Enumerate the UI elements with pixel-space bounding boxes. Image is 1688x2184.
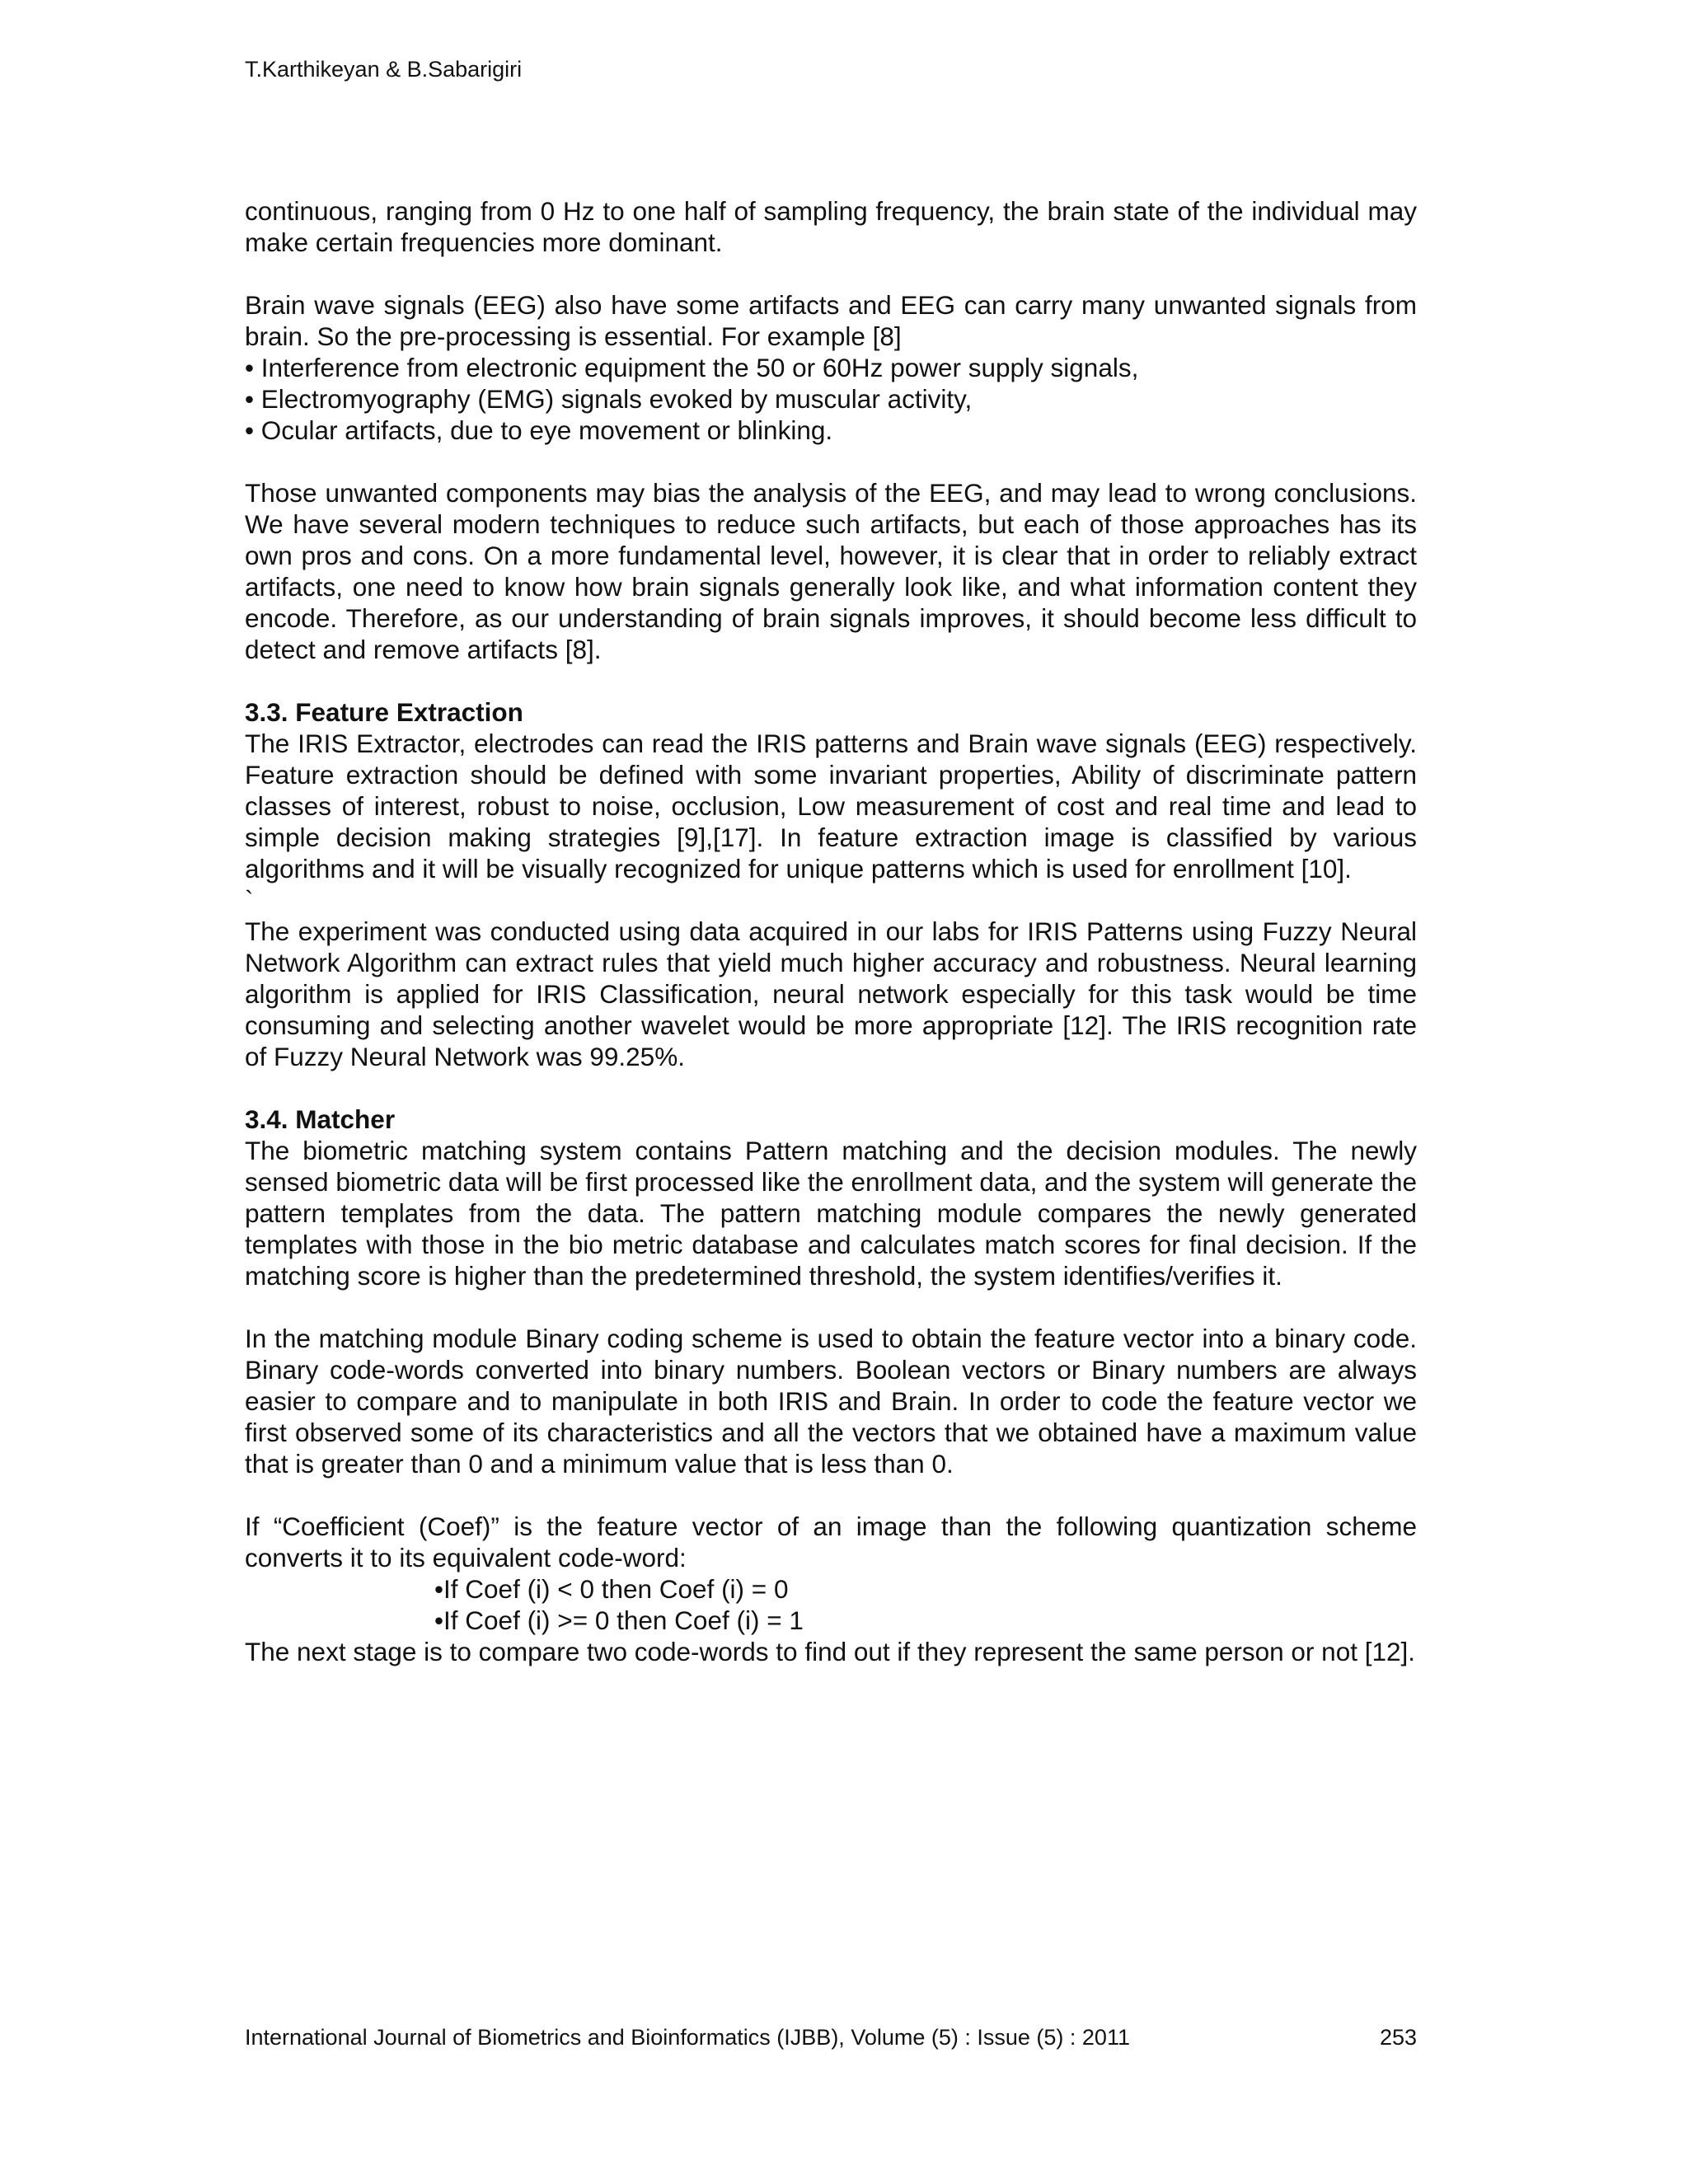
paragraph-continuation: continuous, ranging from 0 Hz to one half of sampling frequency, the brain state of the individual may make certain frequencies more dominant. (245, 196, 1417, 257)
paragraph-experiment: The experiment was conducted using data acquired in our labs for IRIS Patterns using Fuzzy Neural Network Algorithm can extract rules that yield much higher accuracy and robustness. Neural learning algorithm is applied for IRIS Classification, neural network especially for this task would be time consuming and selecting another wavelet would be more appropriate [12]. The IRIS recognition rate of Fuzzy Neural Network was 99.25%. (245, 916, 1417, 1071)
paragraph-eeg-artifacts: Brain wave signals (EEG) also have some artifacts and EEG can carry many unwanted signals from brain. So the pre-processing is essential. For example [8] (245, 290, 1417, 351)
bullet-ocular: • Ocular artifacts, due to eye movement or blinking. (245, 415, 833, 445)
paragraph-next-stage: The next stage is to compare two code-words to find out if they represent the same person or not [12]. (245, 1637, 1416, 1666)
section-heading-matcher: 3.4. Matcher (245, 1104, 396, 1134)
bullet-interference: • Interference from electronic equipment the 50 or 60Hz power supply signals, (245, 353, 1139, 382)
paragraph-quantization: If “Coefficient (Coef)” is the feature vector of an image than the following quantization scheme converts it to its equivalent code-word: (245, 1511, 1417, 1572)
paragraph-binary-coding: In the matching module Binary coding scheme is used to obtain the feature vector into a binary code. Binary code-words converted into binary numbers. Boolean vectors or Binary numbers are always easier to compare and to manipulate in both IRIS and Brain. In order to code the feature vector we first observed some of its characteristics and all the vectors that we obtained have a maximum value that is greater than 0 and a minimum value that is less than 0. (245, 1324, 1417, 1479)
article-body (245, 195, 1417, 1667)
running-header-authors: T.Karthikeyan & B.Sabarigiri (245, 57, 523, 82)
footer-page-number: 253 (1379, 2025, 1417, 2050)
stray-backtick-mark: ` (245, 885, 254, 915)
rule-negative: •If Coef (i) < 0 then Coef (i) = 0 (434, 1574, 789, 1604)
paragraph-matching-system: The biometric matching system contains Pattern matching and the decision modules. The newly sensed biometric data will be first processed like the enrollment data, and the system will generate the pattern templates from the data. The pattern matching module compares the newly generated templates with those in the bio metric database and calculates match scores for final decision. If the matching score is higher than the predetermined threshold, the system identifies/verifies it. (245, 1136, 1417, 1291)
bullet-emg: • Electromyography (EMG) signals evoked by muscular activity, (245, 384, 973, 414)
rule-nonnegative: •If Coef (i) >= 0 then Coef (i) = 1 (434, 1605, 804, 1635)
section-heading-feature-extraction: 3.3. Feature Extraction (245, 697, 523, 727)
footer-journal-citation: International Journal of Biometrics and Bioinformatics (IJBB), Volume (5) : Issue (5) : 2011 (245, 2025, 1130, 2050)
paragraph-feature-extraction: The IRIS Extractor, electrodes can read the IRIS patterns and Brain wave signals (EEG) respectively. Feature extraction should be defined with some invariant properties, Ability of discriminate pattern classes of interest, robust to noise, occlusion, Low measurement of cost and real time and lead to simple decision making strategies [9],[17]. In feature extraction image is classified by various algorithms and it will be visually recognized for unique patterns which is used for enrollment [10]. (245, 729, 1417, 883)
paragraph-unwanted-components: Those unwanted components may bias the analysis of the EEG, and may lead to wrong conclusions. We have several modern techniques to reduce such artifacts, but each of those approaches has its own pros and cons. On a more fundamental level, however, it is clear that in order to reliably extract artifacts, one need to know how brain signals generally look like, and what information content they encode. Therefore, as our understanding of brain signals improves, it should become less difficult to detect and remove artifacts [8]. (245, 478, 1417, 664)
